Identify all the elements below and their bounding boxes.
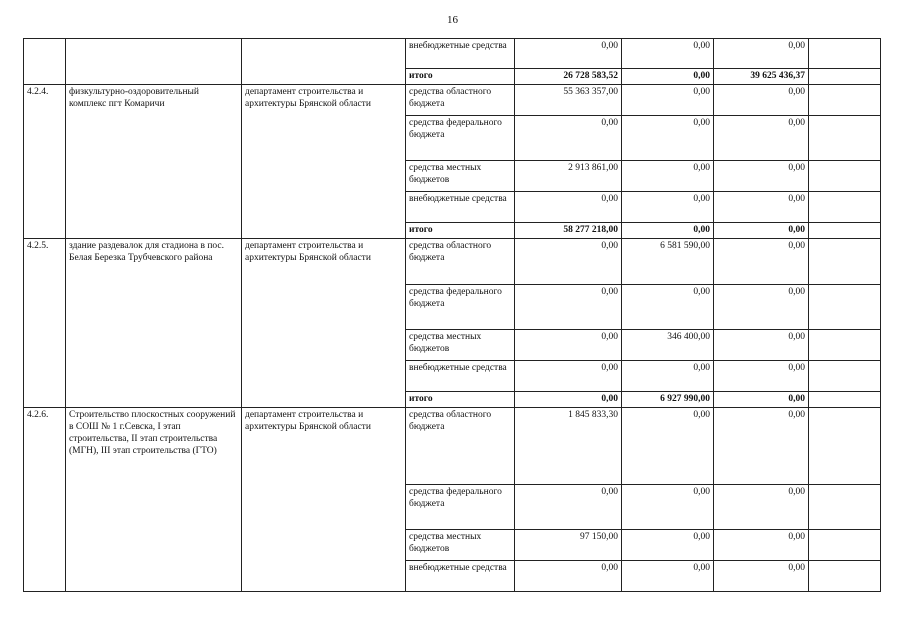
value-cell-1: 0,00 xyxy=(515,485,622,530)
object-code-cell xyxy=(24,39,66,85)
funding-source-cell: средства федерального бюджета xyxy=(406,485,515,530)
value-cell-2: 0,00 xyxy=(622,485,714,530)
empty-cell xyxy=(809,223,881,239)
value-cell-1: 0,00 xyxy=(515,392,622,408)
value-cell-3: 0,00 xyxy=(714,192,809,223)
value-cell-2: 0,00 xyxy=(622,285,714,330)
empty-cell xyxy=(809,361,881,392)
value-cell-1: 0,00 xyxy=(515,285,622,330)
funding-source-cell: средства федерального бюджета xyxy=(406,116,515,161)
value-cell-2: 0,00 xyxy=(622,69,714,85)
responsible-cell xyxy=(242,39,406,85)
value-cell-3: 0,00 xyxy=(714,530,809,561)
funding-source-cell: средства областного бюджета xyxy=(406,239,515,285)
value-cell-1: 26 728 583,52 xyxy=(515,69,622,85)
funding-source-cell: средства федерального бюджета xyxy=(406,285,515,330)
empty-cell xyxy=(809,239,881,285)
funding-source-cell: средства местных бюджетов xyxy=(406,161,515,192)
value-cell-3: 0,00 xyxy=(714,161,809,192)
funding-source-cell: итого xyxy=(406,223,515,239)
value-cell-1: 55 363 357,00 xyxy=(515,85,622,116)
object-code-cell: 4.2.4. xyxy=(24,85,66,239)
value-cell-3: 0,00 xyxy=(714,39,809,69)
object-name-cell: физкультурно-оздоровительный комплекс пгт Комаричи xyxy=(66,85,242,239)
value-cell-1: 0,00 xyxy=(515,330,622,361)
value-cell-1: 58 277 218,00 xyxy=(515,223,622,239)
value-cell-3: 0,00 xyxy=(714,330,809,361)
value-cell-1: 0,00 xyxy=(515,116,622,161)
value-cell-2: 0,00 xyxy=(622,561,714,592)
value-cell-3: 0,00 xyxy=(714,485,809,530)
empty-cell xyxy=(809,330,881,361)
responsible-cell: департамент строительства и архитектуры Брянской области xyxy=(242,239,406,408)
empty-cell xyxy=(809,85,881,116)
empty-cell xyxy=(809,561,881,592)
empty-cell xyxy=(809,39,881,69)
funding-source-cell: внебюджетные средства xyxy=(406,192,515,223)
funding-source-cell: итого xyxy=(406,69,515,85)
value-cell-2: 6 581 590,00 xyxy=(622,239,714,285)
value-cell-2: 0,00 xyxy=(622,530,714,561)
value-cell-1: 0,00 xyxy=(515,561,622,592)
funding-source-cell: внебюджетные средства xyxy=(406,361,515,392)
value-cell-2: 0,00 xyxy=(622,192,714,223)
empty-cell xyxy=(809,161,881,192)
value-cell-2: 6 927 990,00 xyxy=(622,392,714,408)
value-cell-2: 0,00 xyxy=(622,408,714,485)
empty-cell xyxy=(809,408,881,485)
value-cell-3: 0,00 xyxy=(714,561,809,592)
value-cell-1: 97 150,00 xyxy=(515,530,622,561)
empty-cell xyxy=(809,192,881,223)
empty-cell xyxy=(809,530,881,561)
budget-table-body xyxy=(24,39,881,592)
value-cell-1: 0,00 xyxy=(515,239,622,285)
empty-cell xyxy=(809,69,881,85)
value-cell-1: 0,00 xyxy=(515,39,622,69)
table-row xyxy=(24,85,881,116)
value-cell-3: 0,00 xyxy=(714,223,809,239)
funding-source-cell: средства местных бюджетов xyxy=(406,330,515,361)
empty-cell xyxy=(809,285,881,330)
funding-source-cell: внебюджетные средства xyxy=(406,561,515,592)
budget-table xyxy=(23,38,881,592)
table-row xyxy=(24,239,881,285)
value-cell-1: 2 913 861,00 xyxy=(515,161,622,192)
value-cell-2: 346 400,00 xyxy=(622,330,714,361)
value-cell-3: 0,00 xyxy=(714,408,809,485)
funding-source-cell: средства областного бюджета xyxy=(406,408,515,485)
value-cell-3: 0,00 xyxy=(714,85,809,116)
object-name-cell: Строительство плоскостных сооружений в СОШ № 1 г.Севска, I этап строительства, II этап строительства (МГН), III этап строительства (ГТО) xyxy=(66,408,242,592)
page-number: 16 xyxy=(447,14,458,26)
empty-cell xyxy=(809,116,881,161)
value-cell-3: 0,00 xyxy=(714,361,809,392)
value-cell-1: 0,00 xyxy=(515,192,622,223)
funding-source-cell: итого xyxy=(406,392,515,408)
value-cell-2: 0,00 xyxy=(622,223,714,239)
object-code-cell: 4.2.5. xyxy=(24,239,66,408)
object-name-cell: здание раздевалок для стадиона в пос. Белая Березка Трубчевского района xyxy=(66,239,242,408)
responsible-cell: департамент строительства и архитектуры Брянской области xyxy=(242,408,406,592)
empty-cell xyxy=(809,392,881,408)
empty-cell xyxy=(809,485,881,530)
value-cell-3: 0,00 xyxy=(714,285,809,330)
value-cell-1: 1 845 833,30 xyxy=(515,408,622,485)
funding-source-cell: средства местных бюджетов xyxy=(406,530,515,561)
responsible-cell: департамент строительства и архитектуры Брянской области xyxy=(242,85,406,239)
value-cell-3: 39 625 436,37 xyxy=(714,69,809,85)
funding-source-cell: средства областного бюджета xyxy=(406,85,515,116)
table-row xyxy=(24,39,881,69)
value-cell-2: 0,00 xyxy=(622,39,714,69)
object-name-cell xyxy=(66,39,242,85)
funding-source-cell: внебюджетные средства xyxy=(406,39,515,69)
value-cell-2: 0,00 xyxy=(622,116,714,161)
value-cell-2: 0,00 xyxy=(622,161,714,192)
table-row xyxy=(24,408,881,485)
value-cell-2: 0,00 xyxy=(622,361,714,392)
value-cell-1: 0,00 xyxy=(515,361,622,392)
value-cell-3: 0,00 xyxy=(714,239,809,285)
value-cell-2: 0,00 xyxy=(622,85,714,116)
value-cell-3: 0,00 xyxy=(714,116,809,161)
object-code-cell: 4.2.6. xyxy=(24,408,66,592)
value-cell-3: 0,00 xyxy=(714,392,809,408)
